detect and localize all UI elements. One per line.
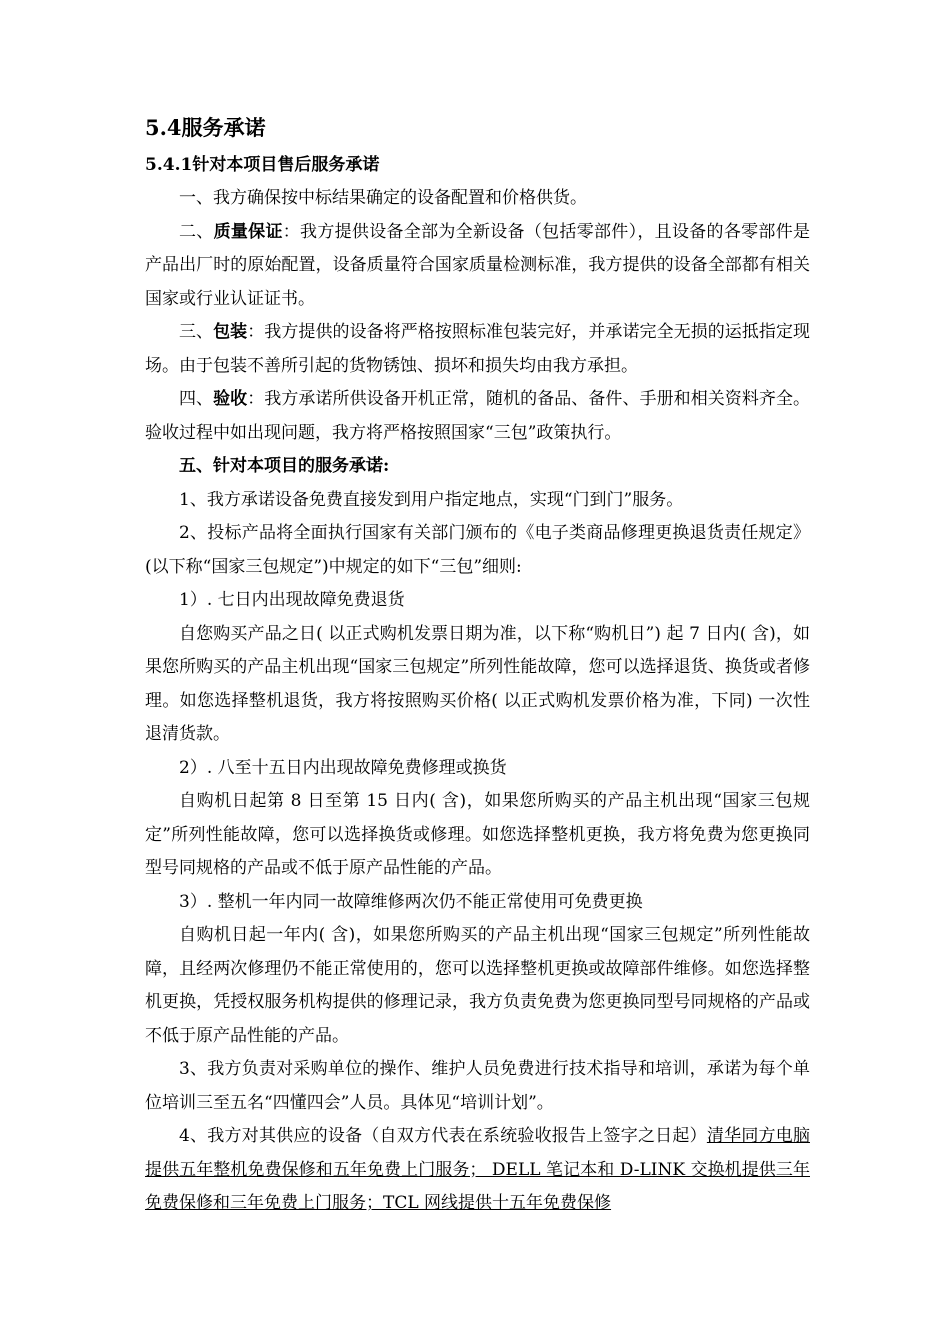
document-body [145,112,810,1221]
paragraph-service-heading: 五、针对本项目的服务承诺: [179,456,390,476]
paragraph-packaging-heading: 包装 [213,322,248,342]
paragraph-delivery: 1、我方承诺设备免费直接发到用户指定地点，实现“门到门”服务。 [179,489,684,510]
paragraph-quality-lead: 二、 [179,221,214,242]
paragraph-acceptance-text: ：我方承诺所供设备开机正常，随机的备品、备件、手册和相关资料齐全。验收过程中如出现问题，我方将严格按照国家“三包”政策执行。 [145,389,811,443]
paragraph-acceptance-heading: 验收 [213,389,248,409]
rule-3-heading: 3）. 整机一年内同一故障维修两次仍不能正常使用可免费更换 [179,891,643,912]
paragraph-quality-heading: 质量保证 [213,221,283,242]
paragraph-quality [145,216,810,317]
paragraph-warranty-terms: 清华同方电脑提供五年整机免费保修和五年免费上门服务； DELL 笔记本和 D-LINK 交换机提供三年免费保修和三年免费上门服务；TCL 网线提供十五年免费保修 [145,1126,810,1213]
section-title: 5.4服务承诺 [145,115,266,140]
paragraph-quality-text: ：我方提供设备全部为全新设备（包括零部件），且设备的各零部件是产品出厂时的原始配置，设备质量符合国家质量检测标准，我方提供的设备全部都有相关国家或行业认证证书。 [145,221,811,309]
rule-2-heading: 2）. 八至十五日内出现故障免费修理或换货 [179,757,507,778]
paragraph-acceptance-lead: 四、 [179,389,214,409]
paragraph-packaging-lead: 三、 [179,322,214,342]
rule-3-text: 自购机日起一年内( 含)，如果您所购买的产品主机出现“国家三包规定”所列性能故障，且经两次修理仍不能正常使用的，您可以选择整机更换或故障部件维修。如您选择整机更换，凭授权服务机构提供的修理记录，我方负责免费为您更换同型号同规格的产品或不低于原产品性能的产品。 [145,925,810,1046]
paragraph-acceptance [145,383,810,450]
subsection-title: 5.4.1针对本项目售后服务承诺 [145,155,380,175]
rule-1-heading: 1）. 七日内出现故障免费退货 [179,590,405,610]
paragraph-three-guarantees: 2、投标产品将全面执行国家有关部门颁布的《电子类商品修理更换退货责任规定》(以下称“国家三包规定”)中规定的如下“三包”细则: [145,523,810,577]
paragraph-packaging-text: ：我方提供的设备将严格按照标准包装完好，并承诺完全无损的运抵指定现场。由于包装不善所引起的货物锈蚀、损坏和损失均由我方承担。 [145,322,811,376]
paragraph-warranty [145,1120,810,1221]
paragraph-pricing: 一、我方确保按中标结果确定的设备配置和价格供货。 [179,188,587,208]
paragraph-warranty-lead: 4、我方对其供应的设备（自双方代表在系统验收报告上签字之日起） [179,1126,707,1146]
rule-2-text: 自购机日起第 8 日至第 15 日内( 含)，如果您所购买的产品主机出现“国家三包规定”所列性能故障，您可以选择换货或修理。如您选择整机更换，我方将免费为您更换同型号同规格的产品或不低于原产品性能的产品。 [145,791,810,878]
rule-1-text: 自您购买产品之日( 以正式购机发票日期为准，以下称“购机日”) 起 7 日内( 含)，如果您所购买的产品主机出现“国家三包规定”所列性能故障，您可以选择退货、换货或者修理。如您选择整机退货，我方将按照购买价格( 以正式购机发票价格为准，下同) 一次性退清货款。 [145,623,810,744]
paragraph-training: 3、我方负责对采购单位的操作、维护人员免费进行技术指导和培训，承诺为每个单位培训三至五名“四懂四会”人员。具体见“培训计划”。 [145,1059,810,1113]
paragraph-packaging [145,316,810,383]
